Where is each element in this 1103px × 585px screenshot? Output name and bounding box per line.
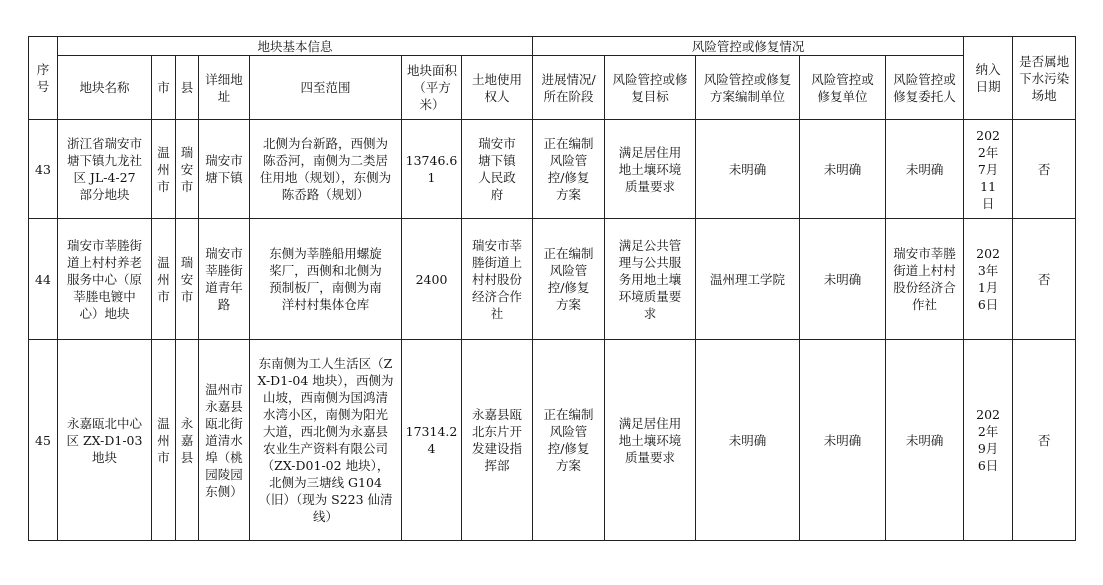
cell-county: 永嘉县 xyxy=(176,340,199,541)
header-fix-unit: 风险管控或修复单位 xyxy=(800,56,886,120)
cell-seq: 45 xyxy=(29,340,58,541)
cell-owner: 瑞安市莘塍街道上村村股份经济合作社 xyxy=(462,219,533,340)
cell-groundwater: 否 xyxy=(1013,219,1076,340)
cell-county: 瑞安市 xyxy=(176,120,199,219)
cell-boundary: 北侧为台新路，西侧为陈岙河，南侧为二类居住用地（规划），东侧为陈岙路（规划） xyxy=(250,120,402,219)
header-target: 风险管控或修复目标 xyxy=(605,56,696,120)
cell-area: 17314.24 xyxy=(402,340,462,541)
header-date: 纳入日期 xyxy=(964,37,1013,120)
cell-owner: 瑞安市塘下镇人民政府 xyxy=(462,120,533,219)
cell-target: 满足居住用地土壤环境质量要求 xyxy=(605,120,696,219)
cell-city: 温州市 xyxy=(152,120,176,219)
header-county: 县 xyxy=(176,56,199,120)
header-area: 地块面积（平方米） xyxy=(402,56,462,120)
cell-groundwater: 否 xyxy=(1013,120,1076,219)
header-stage: 进展情况/所在阶段 xyxy=(533,56,605,120)
cell-name: 永嘉瓯北中心区 ZX-D1-03 地块 xyxy=(58,340,152,541)
header-row-sub xyxy=(29,56,1076,120)
cell-address: 温州市永嘉县瓯北街道清水埠（桃园陵园东侧） xyxy=(199,340,250,541)
header-boundary: 四至范围 xyxy=(250,56,402,120)
header-city: 市 xyxy=(152,56,176,120)
table-row xyxy=(29,219,1076,340)
cell-seq: 44 xyxy=(29,219,58,340)
cell-client: 瑞安市莘塍街道上村村股份经济合作社 xyxy=(886,219,964,340)
cell-address: 瑞安市莘塍街道青年路 xyxy=(199,219,250,340)
cell-fix-unit: 未明确 xyxy=(800,219,886,340)
cell-target: 满足公共管理与公共服务用地土壤环境质量要求 xyxy=(605,219,696,340)
cell-city: 温州市 xyxy=(152,340,176,541)
header-row-group xyxy=(29,37,1076,56)
cell-stage: 正在编制风险管控/修复方案 xyxy=(533,120,605,219)
header-client: 风险管控或修复委托人 xyxy=(886,56,964,120)
cell-date: 2022年9月6日 xyxy=(964,340,1013,541)
cell-name: 瑞安市莘塍街道上村村养老服务中心（原莘塍电镀中心）地块 xyxy=(58,219,152,340)
cell-date: 2023年1月6日 xyxy=(964,219,1013,340)
cell-name: 浙江省瑞安市塘下镇九龙社区 JL-4-27 部分地块 xyxy=(58,120,152,219)
cell-fix-unit: 未明确 xyxy=(800,120,886,219)
header-groundwater: 是否属地下水污染场地 xyxy=(1013,37,1076,120)
cell-address: 瑞安市塘下镇 xyxy=(199,120,250,219)
cell-county: 瑞安市 xyxy=(176,219,199,340)
cell-date: 2022年7月11日 xyxy=(964,120,1013,219)
cell-plan-unit: 未明确 xyxy=(696,340,800,541)
cell-boundary: 东南侧为工人生活区（ZX-D1-04 地块），西侧为山坡，西南侧为国鸿清水湾小区，南侧为阳光大道，西北侧为永嘉县农业生产资料有限公司（ZX-D01-02 地块），北侧为三塘线 G104（旧）（现为 S223 仙清线） xyxy=(250,340,402,541)
header-plan-unit: 风险管控或修复方案编制单位 xyxy=(696,56,800,120)
cell-seq: 43 xyxy=(29,120,58,219)
header-basic-info: 地块基本信息 xyxy=(58,37,533,56)
table-row xyxy=(29,340,1076,541)
cell-stage: 正在编制风险管控/修复方案 xyxy=(533,340,605,541)
table-row xyxy=(29,120,1076,219)
cell-plan-unit: 未明确 xyxy=(696,120,800,219)
cell-boundary: 东侧为莘塍船用螺旋桨厂，西侧和北侧为预制板厂，南侧为南洋村村集体仓库 xyxy=(250,219,402,340)
header-risk-status: 风险管控或修复情况 xyxy=(533,37,964,56)
cell-client: 未明确 xyxy=(886,120,964,219)
header-seq: 序号 xyxy=(29,37,58,120)
header-owner: 土地使用权人 xyxy=(462,56,533,120)
cell-owner: 永嘉县瓯北东片开发建设指挥部 xyxy=(462,340,533,541)
header-address: 详细地址 xyxy=(199,56,250,120)
cell-stage: 正在编制风险管控/修复方案 xyxy=(533,219,605,340)
cell-fix-unit: 未明确 xyxy=(800,340,886,541)
header-name: 地块名称 xyxy=(58,56,152,120)
contaminated-site-table xyxy=(28,36,1076,541)
cell-area: 2400 xyxy=(402,219,462,340)
cell-city: 温州市 xyxy=(152,219,176,340)
cell-area: 13746.61 xyxy=(402,120,462,219)
cell-client: 未明确 xyxy=(886,340,964,541)
cell-plan-unit: 温州理工学院 xyxy=(696,219,800,340)
cell-target: 满足居住用地土壤环境质量要求 xyxy=(605,340,696,541)
cell-groundwater: 否 xyxy=(1013,340,1076,541)
